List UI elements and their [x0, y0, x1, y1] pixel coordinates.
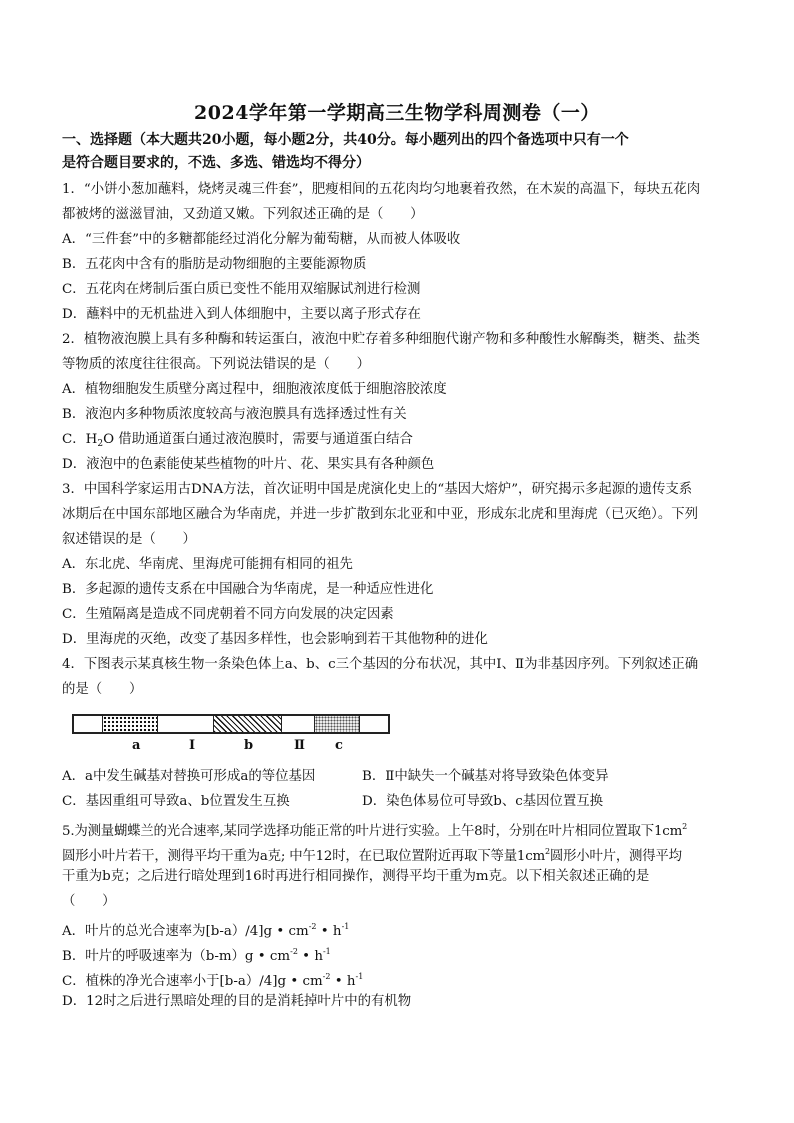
q5-stem-line2	[62, 843, 682, 866]
label-region-2: Ⅱ	[294, 738, 305, 753]
q5-option-b-sup2: -1	[322, 947, 331, 956]
q1-option-b: B．五花肉中含有的脂肪是动物细胞的主要能源物质	[62, 257, 367, 272]
q2-stem-line1: 2．植物液泡膜上具有多种酶和转运蛋白，液泡中贮存着多种细胞代谢产物和多种酸性水解酶类，糖类、盐类	[62, 332, 700, 347]
q4-option-b: B．Ⅱ中缺失一个碱基对将导致染色体变异	[362, 769, 609, 784]
q3-option-b: B．多起源的遗传支系在中国融合为华南虎，是一种适应性进化	[62, 582, 434, 597]
label-a: a	[132, 738, 141, 753]
q5-option-c-sup2: -1	[355, 972, 364, 981]
q5-option-a-unit: • h	[316, 924, 342, 939]
q5-stem-line2-text: 圆形小叶片若干，测得平均干重为a克; 中午12时，在已取位置附近再取下等量1cm	[62, 849, 546, 864]
q3-option-d: D．里海虎的灭绝，改变了基因多样性，也会影响到若干其他物种的进化	[62, 632, 488, 647]
q2-option-c	[62, 431, 413, 453]
q5-option-a	[62, 918, 349, 941]
label-c: c	[335, 738, 343, 753]
q5-stem-line2-sup: 2	[545, 847, 550, 856]
q3-stem-line1: 3．中国科学家运用古DNA方法，首次证明中国是虎演化史上的“基因大熔炉”，研究揭示多起源的遗传支系	[62, 482, 693, 497]
q5-option-b	[62, 943, 331, 966]
q5-option-c-sup1: -2	[322, 972, 331, 981]
gene-b-segment	[213, 716, 282, 732]
gene-c-segment	[314, 716, 360, 732]
q5-stem-line1	[62, 818, 687, 841]
q5-option-a-sup2: -1	[341, 922, 350, 931]
q1-option-c: C．五花肉在烤制后蛋白质已变性不能用双缩脲试剂进行检测	[62, 282, 421, 297]
q5-option-a-sup1: -2	[308, 922, 317, 931]
q1-option-d: D．蘸料中的无机盐进入到人体细胞中，主要以离子形式存在	[62, 307, 421, 322]
q1-stem-line1: 1．“小饼小葱加蘸料，烧烤灵魂三件套”，肥瘦相间的五花肉均匀地裹着孜然，在木炭的高温下，每块五花肉	[62, 182, 701, 197]
q1-option-a: A．“三件套”中的多糖都能经过消化分解为葡萄糖，从而被人体吸收	[62, 232, 461, 247]
q2-stem-line2: 等物质的浓度往往很高。下列说法错误的是（ ）	[62, 357, 370, 372]
q5-stem-line3: 干重为b克；之后进行暗处理到16时再进行相同操作，测得平均干重为m克。以下相关叙述正确的是	[62, 869, 650, 884]
q3-option-a: A．东北虎、华南虎、里海虎可能拥有相同的祖先	[62, 557, 353, 572]
q2-option-d: D．液泡中的色素能使某些植物的叶片、花、果实具有各种颜色	[62, 457, 435, 472]
q1-stem-line2: 都被烤的滋滋冒油，又劲道又嫩。下列叙述正确的是（ ）	[62, 207, 424, 222]
q4-stem-line2: 的是（ ）	[62, 682, 143, 697]
q5-stem-line1-text: 5.为测量蝴蝶兰的光合速率,某同学选择功能正常的叶片进行实验。上午8时，分别在叶片相同位置取下1cm	[62, 824, 683, 839]
page-title: 2024学年第一学期高三生物学科周测卷（一）	[194, 102, 600, 124]
q4-option-a: A．a中发生碱基对替换可形成a的等位基因	[62, 769, 316, 784]
q2-option-c-subscript: 2	[97, 439, 104, 449]
q2-option-c-prefix: C．H	[62, 432, 98, 447]
q2-option-a: A．植物细胞发生质壁分离过程中，细胞液浓度低于细胞溶胶浓度	[62, 382, 447, 397]
q4-stem-line1: 4．下图表示某真核生物一条染色体上a、b、c三个基因的分布状况，其中Ⅰ、Ⅱ为非基因序列。下列叙述正确	[62, 657, 699, 672]
q5-option-a-text: A．叶片的总光合速率为[b-a）/4]g • cm	[62, 924, 309, 939]
q3-stem-line2: 冰期后在中国东部地区融合为华南虎，并进一步扩散到东北亚和中亚，形成东北虎和里海虎（已灭绝）。下列	[62, 507, 699, 522]
q4-option-d: D．染色体易位可导致b、c基因位置互换	[362, 794, 604, 809]
q4-option-c: C．基因重组可导致a、b位置发生互换	[62, 794, 290, 809]
chromosome-bar	[72, 714, 390, 734]
q2-option-c-rest: O 借助通道蛋白通过液泡膜时，需要与通道蛋白结合	[103, 432, 413, 447]
q5-option-c-unit: • h	[330, 974, 356, 989]
q3-stem-line3: 叙述错误的是（ ）	[62, 532, 196, 547]
q3-option-c: C．生殖隔离是造成不同虎朝着不同方向发展的决定因素	[62, 607, 394, 622]
q5-stem-line1-sup: 2	[682, 822, 687, 831]
section-heading-line2: 是符合题目要求的，不选、多选、错选均不得分）	[62, 155, 370, 171]
q5-stem-line2-rest: 圆形小叶片，测得平均	[549, 849, 682, 864]
q5-option-b-sup1: -2	[290, 947, 298, 956]
section-heading-line1: 一、选择题（本大题共20小题，每小题2分，共40分。每小题列出的四个备选项中只有一个	[62, 132, 629, 148]
q5-option-c-text: C．植株的净光合速率小于[b-a）/4]g • cm	[62, 974, 323, 989]
chromosome-figure	[72, 714, 392, 764]
gene-a-segment	[102, 716, 158, 732]
q5-option-b-text: B．叶片的呼吸速率为（b-m）g • cm	[62, 949, 291, 964]
q5-stem-line4: （ ）	[62, 894, 116, 909]
label-region-1: Ⅰ	[189, 738, 196, 753]
label-b: b	[244, 738, 254, 753]
q2-option-b: B．液泡内多种物质浓度较高与液泡膜具有选择透过性有关	[62, 407, 407, 422]
q5-option-d: D．12时之后进行黑暗处理的目的是消耗掉叶片中的有机物	[62, 994, 412, 1009]
q5-option-b-unit: • h	[297, 949, 323, 964]
q5-option-c	[62, 968, 363, 991]
